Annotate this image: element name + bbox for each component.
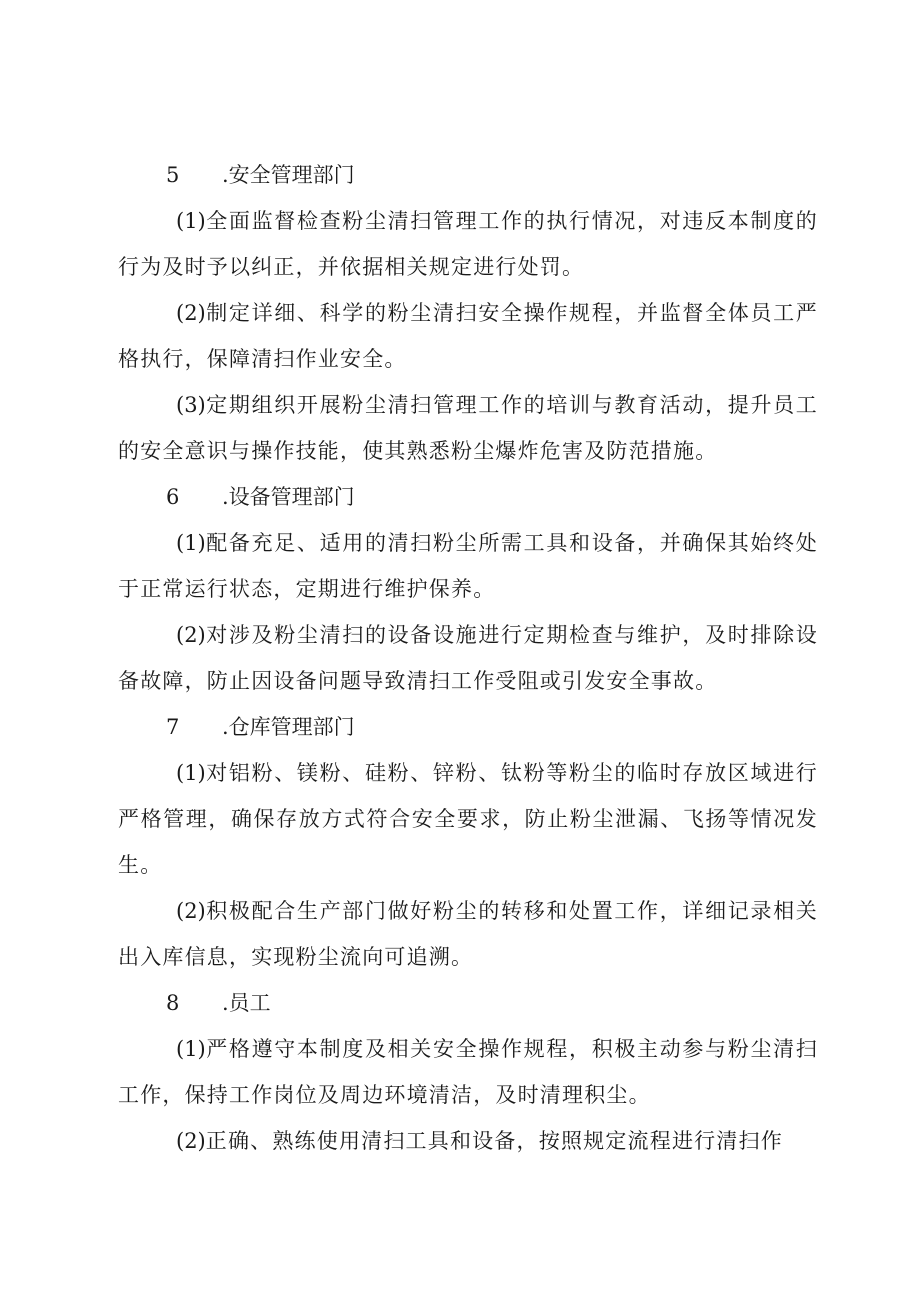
item-index: (2): [176, 301, 206, 325]
item-index: (2): [176, 899, 206, 923]
item-index: (2): [176, 1129, 206, 1153]
item-text: 制定详细、科学的粉尘清扫安全操作规程，并监督全体员工严格执行，保障清扫作业安全。: [118, 301, 818, 371]
paragraph-6-1: [118, 520, 818, 612]
item-index: (1): [176, 1037, 206, 1061]
item-index: (1): [176, 209, 206, 233]
item-text: 正确、熟练使用清扫工具和设备，按照规定流程进行清扫作: [205, 1129, 783, 1153]
paragraph-5-2: [118, 290, 818, 382]
paragraph-5-3: [118, 382, 818, 474]
section-heading-8: [118, 980, 818, 1026]
item-text: 严格遵守本制度及相关安全操作规程，积极主动参与粉尘清扫工作，保持工作岗位及周边环境清洁，及时清理积尘。: [118, 1037, 818, 1107]
document-body: [118, 152, 818, 1164]
section-number: 7: [166, 715, 180, 739]
item-text: 配备充足、适用的清扫粉尘所需工具和设备，并确保其始终处于正常运行状态，定期进行维护保养。: [118, 531, 818, 601]
section-heading-7: [118, 704, 818, 750]
item-text: 积极配合生产部门做好粉尘的转移和处置工作，详细记录相关出入库信息，实现粉尘流向可追溯。: [118, 899, 818, 969]
item-text: 对铝粉、镁粉、硅粉、锌粉、钛粉等粉尘的临时存放区域进行严格管理，确保存放方式符合安全要求，防止粉尘泄漏、飞扬等情况发生。: [118, 761, 818, 877]
item-text: 全面监督检查粉尘清扫管理工作的执行情况，对违反本制度的行为及时予以纠正，并依据相关规定进行处罚。: [118, 209, 818, 279]
paragraph-8-1: [118, 1026, 818, 1118]
paragraph-8-2: [118, 1118, 818, 1164]
section-title: .仓库管理部门: [222, 715, 355, 739]
section-heading-5: [118, 152, 818, 198]
section-title: .设备管理部门: [222, 485, 355, 509]
section-number: 6: [166, 485, 180, 509]
section-heading-6: [118, 474, 818, 520]
item-index: (1): [176, 531, 206, 555]
paragraph-6-2: [118, 612, 818, 704]
item-index: (3): [176, 393, 206, 417]
paragraph-5-1: [118, 198, 818, 290]
section-number: 8: [166, 991, 180, 1015]
item-text: 对涉及粉尘清扫的设备设施进行定期检查与维护，及时排除设备故障，防止因设备问题导致清扫工作受阻或引发安全事故。: [118, 623, 818, 693]
paragraph-7-2: [118, 888, 818, 980]
section-number: 5: [166, 163, 180, 187]
paragraph-7-1: [118, 750, 818, 888]
section-title: .安全管理部门: [222, 163, 355, 187]
section-title: .员工: [222, 991, 271, 1015]
item-index: (1): [176, 761, 206, 785]
item-text: 定期组织开展粉尘清扫管理工作的培训与教育活动，提升员工的安全意识与操作技能，使其熟悉粉尘爆炸危害及防范措施。: [118, 393, 818, 463]
item-index: (2): [176, 623, 206, 647]
